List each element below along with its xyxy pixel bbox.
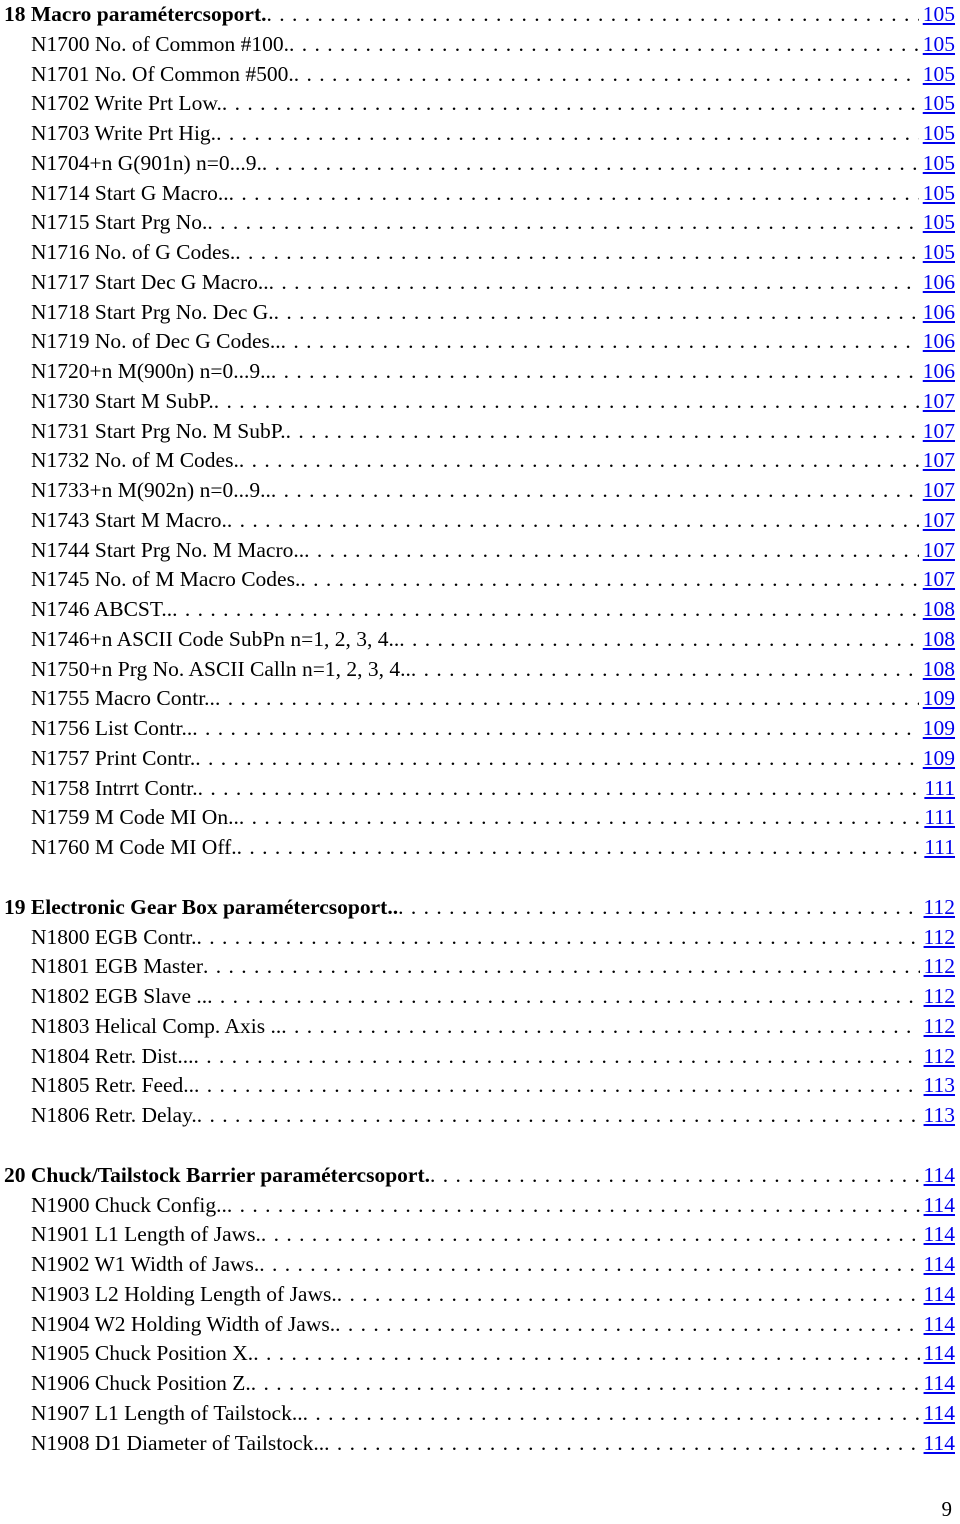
toc-entry-n1900: [4, 1191, 955, 1221]
toc-entry-n1704-n: [4, 149, 955, 179]
entry-label: N1800 EGB Contr.: [31, 924, 197, 949]
dot-leader: [207, 982, 919, 1012]
dot-leader: [198, 774, 921, 804]
entry-label: N1746 ABCST..: [31, 597, 173, 621]
toc-entry-n1732: [4, 446, 955, 476]
entry-label: N1901 L1 Length of Jaws.: [31, 1222, 261, 1247]
page-link[interactable]: 105: [922, 91, 955, 116]
page-link[interactable]: 111: [924, 835, 955, 859]
page-link[interactable]: 112: [923, 924, 955, 949]
toc-entry-n1760: [4, 833, 955, 863]
entry-label: N1801 EGB Master: [31, 954, 203, 979]
toc-entry-n1731: [4, 417, 955, 447]
toc-entry-n1756: [4, 714, 955, 744]
toc-entry-n1806: [4, 1101, 955, 1131]
toc-entry-n1907: [4, 1399, 955, 1429]
toc-entry-n1801: [4, 952, 955, 982]
dot-leader: [274, 298, 919, 328]
entry-label: N1702 Write Prt Low.: [31, 91, 222, 116]
dot-leader: [216, 119, 919, 149]
toc-entry-n1755: [4, 684, 955, 714]
toc-section-heading-20: [4, 1161, 955, 1191]
page-link[interactable]: 107: [922, 478, 955, 502]
toc-entry-n1718: [4, 298, 955, 328]
page-link[interactable]: 106: [922, 269, 955, 294]
entry-label: N1806 Retr. Delay.: [31, 1103, 197, 1127]
entry-label: N1750+n Prg No. ASCII Calln n=1, 2, 3, 4..: [31, 656, 411, 681]
entry-label: N1743 Start M Macro.: [31, 507, 227, 532]
section-title: 18 Macro paramétercsoport.: [4, 2, 267, 26]
page-link[interactable]: 108: [922, 656, 955, 681]
dot-leader: [300, 565, 918, 595]
dot-leader: [286, 417, 919, 447]
dot-leader: [203, 952, 920, 982]
toc-entry-n1743: [4, 506, 955, 536]
page-link[interactable]: 112: [923, 1013, 955, 1038]
page-link[interactable]: 114: [923, 1281, 955, 1306]
entry-label: N1757 Print Contr.: [31, 745, 196, 770]
toc-entry-n1700: [4, 30, 955, 60]
toc-entry-n1746: [4, 595, 955, 625]
dot-leader: [227, 506, 919, 536]
entry-label: N1756 List Contr..: [31, 716, 193, 740]
toc-entry-n1733-n: [4, 476, 955, 506]
toc-entry-n1744: [4, 536, 955, 566]
page-link[interactable]: 107: [922, 537, 955, 562]
toc-entry-n1902: [4, 1250, 955, 1280]
entry-label: N1759 M Code MI On..: [31, 805, 239, 830]
dot-leader: [324, 1429, 919, 1459]
dot-leader: [172, 595, 919, 625]
toc-entry-n1758: [4, 774, 955, 804]
page-link[interactable]: 114: [923, 1430, 955, 1455]
page-link[interactable]: 109: [922, 745, 955, 770]
page-link[interactable]: 114: [923, 1311, 955, 1336]
dot-leader: [281, 1012, 919, 1042]
toc-entry-n1908: [4, 1429, 955, 1459]
dot-leader: [237, 833, 921, 863]
section-title: 19 Electronic Gear Box paramétercsoport..: [4, 894, 399, 919]
page-link[interactable]: 107: [922, 567, 955, 592]
entry-label: N1758 Intrrt Contr.: [31, 775, 198, 800]
dot-leader: [335, 1310, 919, 1340]
toc-entry-n1703: [4, 119, 955, 149]
page-link[interactable]: 112: [923, 894, 955, 919]
entry-label: N1805 Retr. Feed..: [31, 1073, 195, 1098]
entry-label: N1704+n G(901n) n=0...9.: [31, 150, 262, 175]
page-link[interactable]: 112: [923, 1043, 955, 1068]
dot-leader: [430, 1161, 920, 1191]
dot-leader: [303, 1399, 920, 1429]
dot-leader: [229, 179, 919, 209]
dot-leader: [227, 1191, 920, 1221]
page-link[interactable]: 113: [923, 1103, 955, 1127]
dot-leader: [271, 357, 919, 387]
entry-label: N1905 Chuck Position X.: [31, 1341, 254, 1366]
page-link[interactable]: 114: [923, 1222, 955, 1247]
page-link[interactable]: 106: [922, 329, 955, 354]
dot-leader: [261, 1220, 920, 1250]
page-link[interactable]: 107: [922, 448, 955, 473]
table-of-contents: [4, 0, 955, 1458]
toc-entry-n1750-n: [4, 655, 955, 685]
page-link[interactable]: 105: [922, 180, 955, 205]
entry-label: N1719 No. of Dec G Codes..: [31, 329, 281, 354]
dot-leader: [253, 1339, 919, 1369]
entry-label: N1714 Start G Macro..: [31, 180, 229, 205]
page-link[interactable]: 108: [922, 597, 955, 621]
entry-label: N1908 D1 Diameter of Tailstock..: [31, 1430, 325, 1455]
page-link[interactable]: 112: [923, 954, 955, 979]
dot-leader: [267, 0, 919, 30]
toc-entry-n1714: [4, 179, 955, 209]
page-link[interactable]: 105: [922, 121, 955, 145]
entry-label: N1715 Start Prg No.: [31, 210, 208, 235]
page-link[interactable]: 113: [923, 1073, 955, 1098]
page-link[interactable]: 106: [922, 359, 955, 383]
entry-label: N1802 EGB Slave ..: [31, 984, 208, 1008]
dot-leader: [196, 923, 919, 953]
dot-leader: [192, 714, 918, 744]
dot-leader: [235, 238, 919, 268]
toc-entry-n1719: [4, 327, 955, 357]
dot-leader: [411, 655, 919, 685]
dot-leader: [399, 625, 918, 655]
entry-label: N1730 Start M SubP.: [31, 388, 214, 413]
toc-entry-n1702: [4, 89, 955, 119]
toc-entry-n1906: [4, 1369, 955, 1399]
toc-entry-n1701: [4, 60, 955, 90]
page-link[interactable]: 109: [922, 686, 955, 711]
page-link[interactable]: 114: [923, 1252, 955, 1276]
toc-entry-n1804: [4, 1042, 955, 1072]
entry-label: N1903 L2 Holding Length of Jaws.: [31, 1281, 337, 1306]
dot-leader: [251, 1369, 920, 1399]
dot-leader: [262, 149, 919, 179]
page-link[interactable]: 114: [923, 1371, 955, 1395]
entry-label: N1716 No. of G Codes.: [31, 240, 236, 264]
section-spacer: [4, 863, 955, 893]
entry-label: N1904 W2 Holding Width of Jaws.: [31, 1311, 336, 1336]
page-link[interactable]: 114: [923, 1400, 955, 1425]
page-link[interactable]: 105: [922, 150, 955, 175]
page-link[interactable]: 107: [922, 507, 955, 532]
entry-label: N1745 No. of M Macro Codes.: [31, 567, 301, 592]
toc-entry-n1905: [4, 1339, 955, 1369]
toc-entry-n1759: [4, 803, 955, 833]
page-number: 9: [941, 1497, 952, 1521]
page-link[interactable]: 114: [923, 1192, 955, 1217]
dot-leader: [195, 744, 918, 774]
section-spacer: [4, 1131, 955, 1161]
section-title: 20 Chuck/Tailstock Barrier paramétercsoport.: [4, 1162, 430, 1187]
entry-label: N1717 Start Dec G Macro..: [31, 269, 269, 294]
page-link[interactable]: 114: [923, 1162, 955, 1187]
entry-label: N1733+n M(902n) n=0...9..: [31, 478, 271, 502]
dot-leader: [304, 536, 919, 566]
page-link[interactable]: 111: [924, 805, 955, 830]
toc-entry-n1903: [4, 1280, 955, 1310]
dot-leader: [294, 60, 919, 90]
toc-entry-n1717: [4, 268, 955, 298]
page-link[interactable]: 105: [922, 61, 955, 86]
entry-label: N1760 M Code MI Off.: [31, 835, 237, 859]
toc-entry-n1800: [4, 923, 955, 953]
entry-label: N1755 Macro Contr..: [31, 686, 215, 711]
toc-entry-n1730: [4, 387, 955, 417]
dot-leader: [271, 476, 919, 506]
page-link[interactable]: 105: [922, 2, 955, 26]
page-link[interactable]: 105: [922, 210, 955, 235]
entry-label: N1803 Helical Comp. Axis ..: [31, 1013, 282, 1038]
dot-leader: [398, 893, 919, 923]
entry-label: N1902 W1 Width of Jaws.: [31, 1252, 260, 1276]
page-link[interactable]: 106: [922, 299, 955, 324]
entry-label: N1701 No. Of Common #500.: [31, 61, 294, 86]
dot-leader: [239, 803, 921, 833]
page-link[interactable]: 107: [922, 418, 955, 443]
entry-label: N1720+n M(900n) n=0...9..: [31, 359, 271, 383]
entry-label: N1906 Chuck Position Z.: [31, 1371, 251, 1395]
toc-section-heading-18: [4, 0, 955, 30]
dot-leader: [193, 1042, 919, 1072]
dot-leader: [281, 327, 919, 357]
page-link[interactable]: 105: [922, 31, 955, 56]
toc-entry-n1802: [4, 982, 955, 1012]
entry-label: N1746+n ASCII Code SubPn n=1, 2, 3, 4..: [31, 626, 400, 651]
toc-section-heading-19: [4, 893, 955, 923]
entry-label: N1804 Retr. Dist...: [31, 1043, 194, 1068]
toc-entry-n1720-n: [4, 357, 955, 387]
dot-leader: [289, 30, 919, 60]
entry-label: N1900 Chuck Config..: [31, 1192, 227, 1217]
page-link[interactable]: 107: [922, 388, 955, 413]
dot-leader: [207, 208, 918, 238]
toc-entry-n1904: [4, 1310, 955, 1340]
entry-label: N1731 Start Prg No. M SubP.: [31, 418, 286, 443]
toc-entry-n1715: [4, 208, 955, 238]
toc-entry-n1803: [4, 1012, 955, 1042]
entry-label: N1732 No. of M Codes.: [31, 448, 239, 473]
page-link[interactable]: 109: [922, 716, 955, 740]
entry-label: N1703 Write Prt Hig.: [31, 121, 217, 145]
page-link[interactable]: 114: [923, 1341, 955, 1366]
dot-leader: [337, 1280, 920, 1310]
dot-leader: [222, 89, 919, 119]
entry-label: N1718 Start Prg No. Dec G.: [31, 299, 274, 324]
entry-label: N1744 Start Prg No. M Macro..: [31, 537, 305, 562]
toc-entry-n1805: [4, 1071, 955, 1101]
page-link[interactable]: 105: [922, 240, 955, 264]
dot-leader: [269, 268, 919, 298]
toc-entry-n1746-n: [4, 625, 955, 655]
dot-leader: [239, 446, 919, 476]
dot-leader: [214, 387, 919, 417]
page-link[interactable]: 111: [924, 775, 955, 800]
toc-entry-n1901: [4, 1220, 955, 1250]
page-link[interactable]: 108: [922, 626, 955, 651]
toc-entry-n1716: [4, 238, 955, 268]
dot-leader: [215, 684, 919, 714]
dot-leader: [259, 1250, 919, 1280]
page-link[interactable]: 112: [923, 984, 955, 1008]
toc-entry-n1745: [4, 565, 955, 595]
entry-label: N1907 L1 Length of Tailstock..: [31, 1400, 303, 1425]
toc-entry-n1757: [4, 744, 955, 774]
entry-label: N1700 No. of Common #100.: [31, 31, 289, 56]
dot-leader: [194, 1071, 920, 1101]
dot-leader: [197, 1101, 920, 1131]
